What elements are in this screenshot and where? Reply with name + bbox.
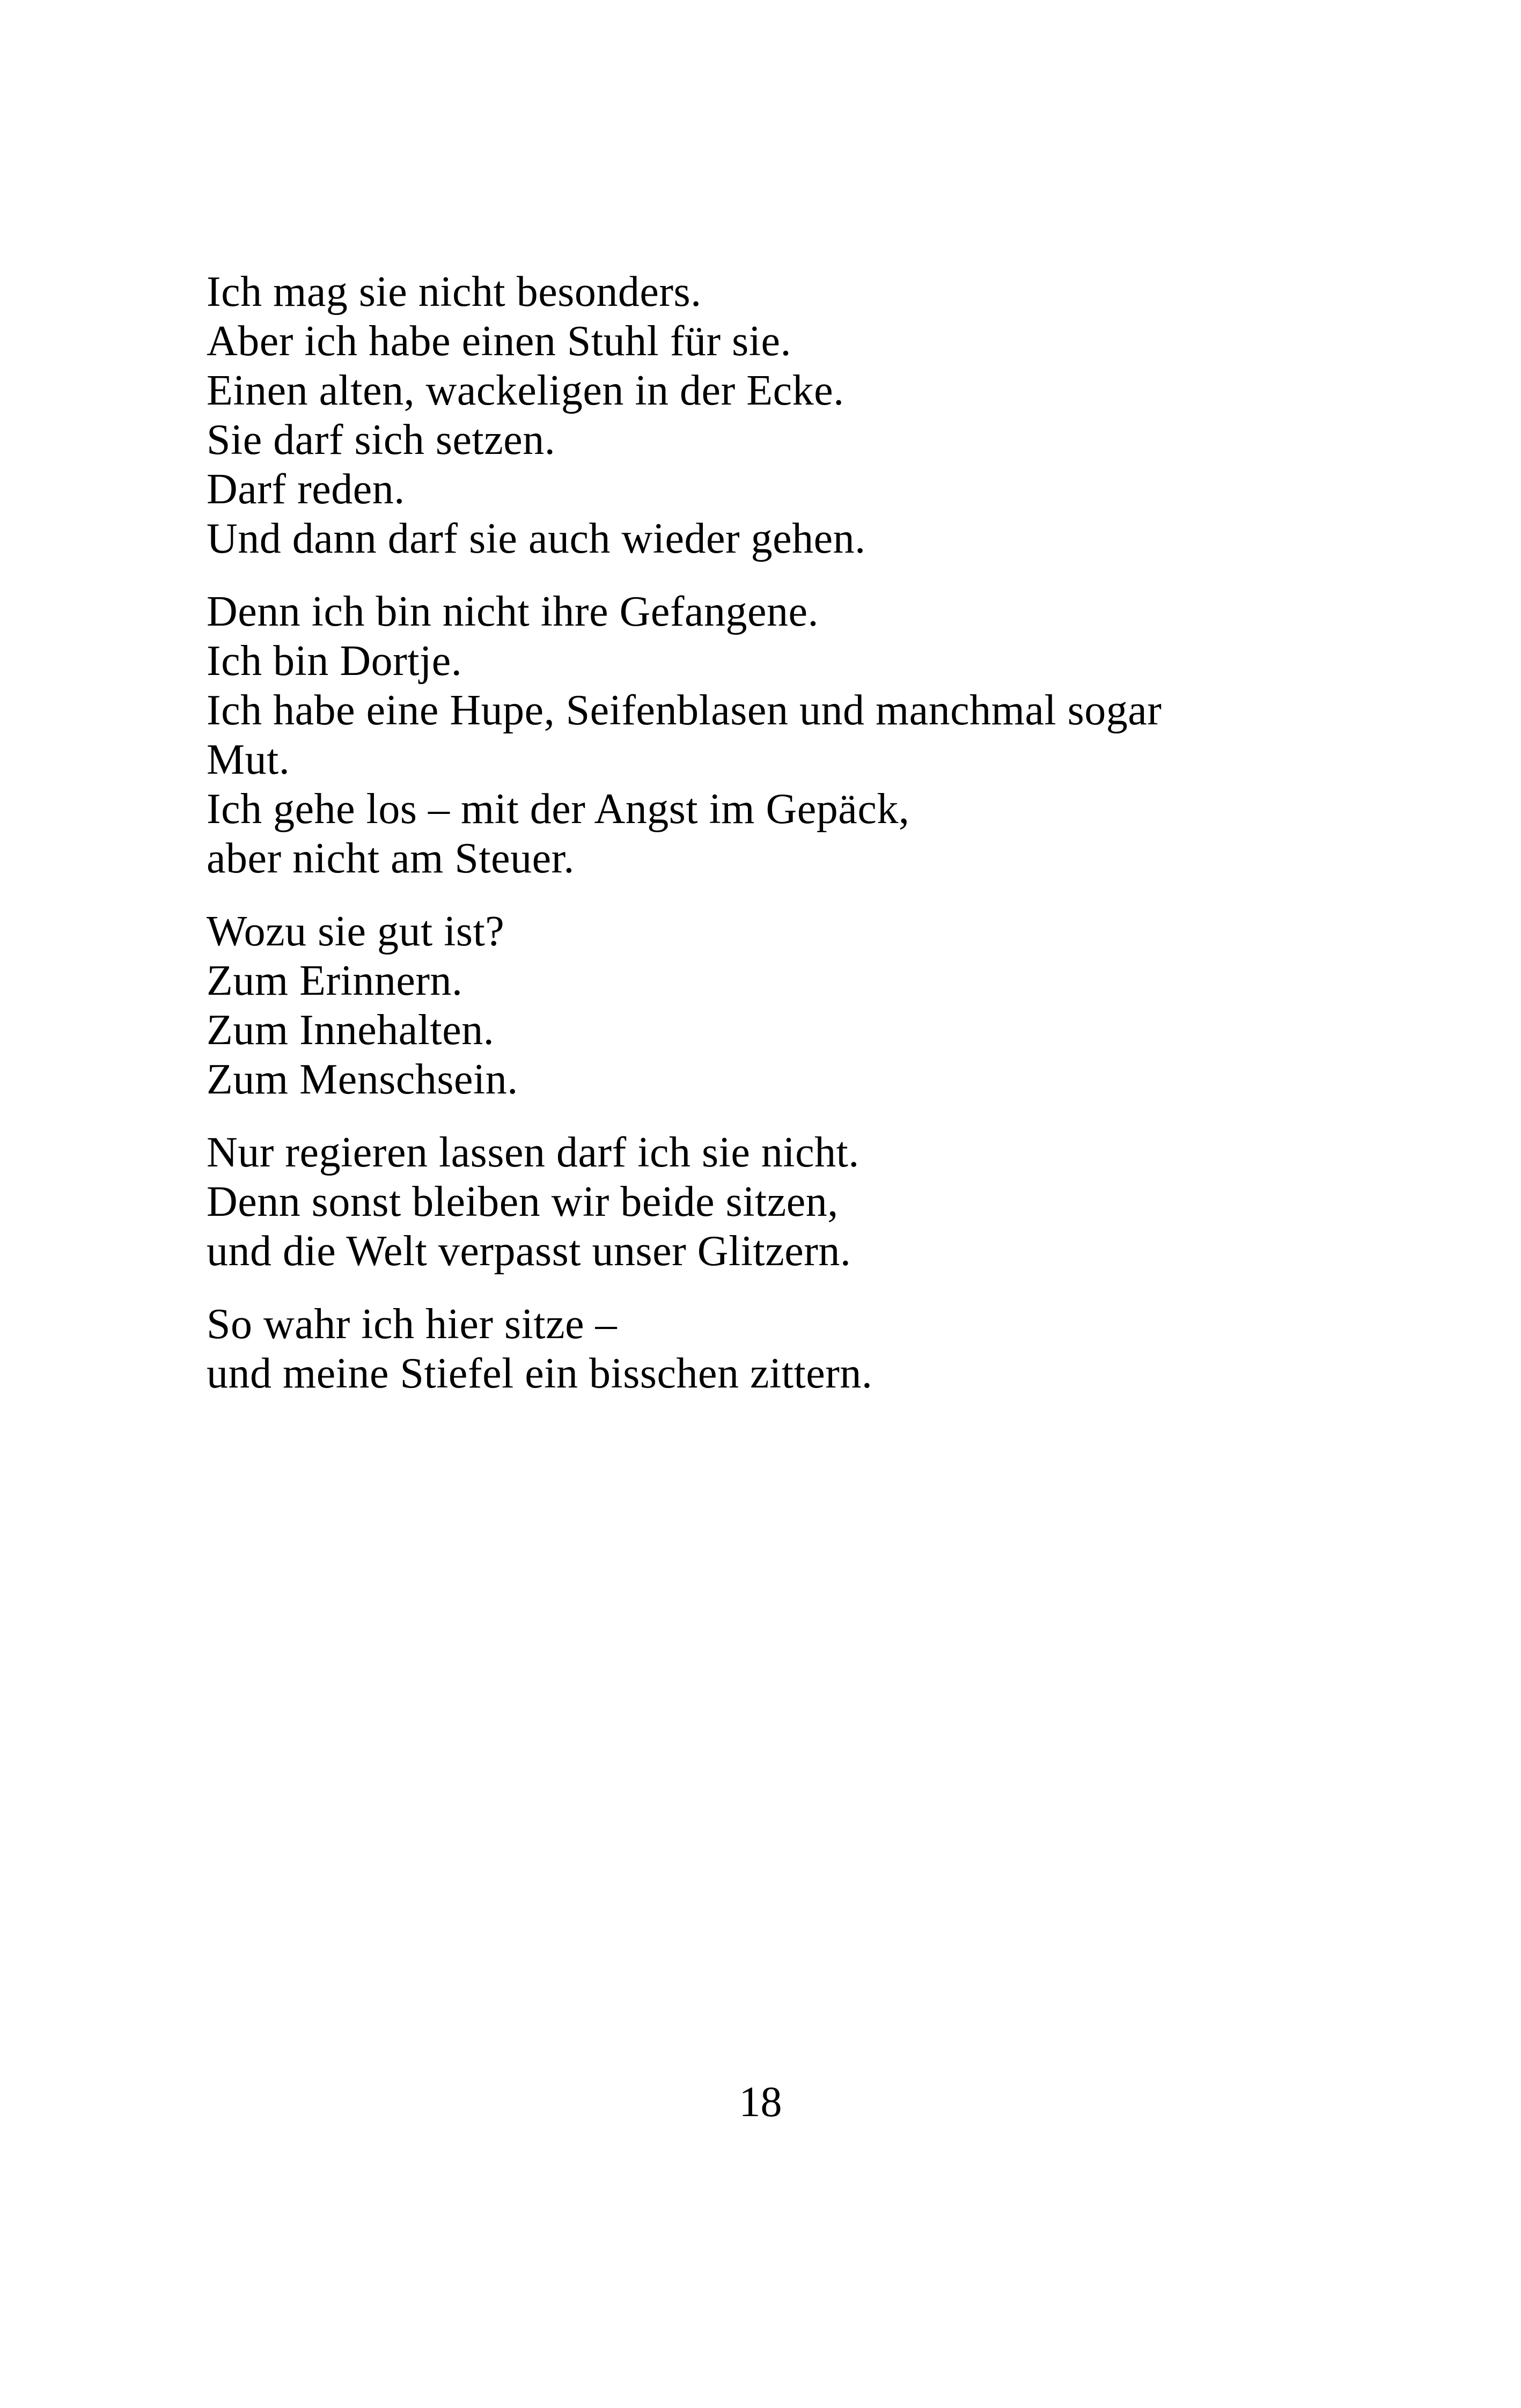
poem-line: Wozu sie gut ist?	[207, 908, 505, 955]
stanza-4	[207, 1128, 1162, 1276]
stanza-2	[207, 587, 1162, 883]
poem-line: So wahr ich hier sitze –	[207, 1301, 618, 1348]
poem-line: Zum Menschsein.	[207, 1056, 518, 1103]
poem-line: Ich bin Dortje.	[207, 637, 462, 685]
poem-line: Und dann darf sie auch wieder gehen.	[207, 515, 866, 562]
poem-line: aber nicht am Steuer.	[207, 835, 575, 882]
poem-line: Einen alten, wackeligen in der Ecke.	[207, 367, 844, 414]
poem-line: Nur regieren lassen darf ich sie nicht.	[207, 1129, 859, 1176]
poem-line: Aber ich habe einen Stuhl für sie.	[207, 318, 792, 365]
poem-text-block	[207, 267, 1162, 1398]
poem-line: Ich gehe los – mit der Angst im Gepäck,	[207, 785, 910, 833]
stanza-5	[207, 1300, 1162, 1398]
poem-line: Denn ich bin nicht ihre Gefangene.	[207, 588, 819, 635]
poem-line: Mut.	[207, 736, 290, 783]
poem-line: Denn sonst bleiben wir beide sitzen,	[207, 1178, 839, 1225]
poem-line: Ich habe eine Hupe, Seifenblasen und manchmal sogar	[207, 687, 1162, 734]
poem-line: und meine Stiefel ein bisschen zittern.	[207, 1350, 873, 1397]
poem-line: Darf reden.	[207, 466, 405, 513]
stanza-3	[207, 907, 1162, 1104]
poem-line: Ich mag sie nicht besonders.	[207, 268, 702, 315]
page-number: 18	[739, 2079, 782, 2126]
poem-line: Sie darf sich setzen.	[207, 416, 556, 464]
poem-line: Zum Innehalten.	[207, 1007, 495, 1054]
poem-line: Zum Erinnern.	[207, 957, 463, 1004]
stanza-1	[207, 267, 1162, 563]
poem-line: und die Welt verpasst unser Glitzern.	[207, 1228, 851, 1275]
